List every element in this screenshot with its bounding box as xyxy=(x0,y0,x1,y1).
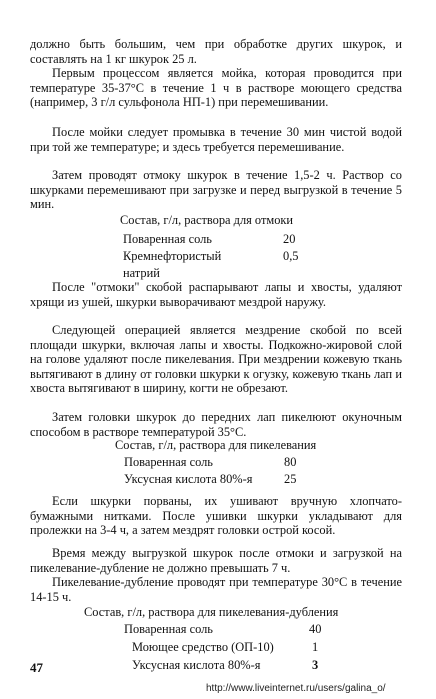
paragraph-1: должно быть большим, чем при обработке других шкурок, и составлять на 1 кг шкурок 25 л. xyxy=(30,37,402,66)
table1-row-value: 20 xyxy=(283,232,296,246)
table1-row-name: Поваренная соль xyxy=(123,232,212,246)
paragraph-8: Если шкурки порваны, их ушивают вручную хлопчато-бумажными нитками. После ушивки шкурки укладывают для пролежки на 3-4 ч, а затем мездрят головки острой косой. xyxy=(30,494,402,538)
table1-row-value: 0,5 xyxy=(283,249,299,263)
table2-row-value: 80 xyxy=(284,455,297,469)
table2-row-name: Уксусная кислота 80%-я xyxy=(124,472,253,486)
paragraph-4: Затем проводят отмоку шкурок в течение 1,5-2 ч. Раствор со шкурками перемешивают при загрузке и перед выгрузкой в течение 5 мин. xyxy=(30,168,402,212)
table1-title: Состав, г/л, раствора для отмоки xyxy=(120,213,294,227)
paragraph-7: Затем головки шкурок до передних лап пикелюют окуночным способом в растворе температурой 35°С. xyxy=(30,410,402,439)
paragraph-9: Время между выгрузкой шкурок после отмоки и загрузкой на пикелевание-дубление не должно превышать 7 ч. xyxy=(30,546,402,575)
table2-row-name: Поваренная соль xyxy=(124,455,213,469)
table3-row-name: Уксусная кислота 80%-я xyxy=(132,658,261,672)
table2-title: Состав, г/л, раствора для пикелевания xyxy=(115,438,317,452)
table3-row-value: 1 xyxy=(312,640,319,654)
table3-row-value: 40 xyxy=(309,622,322,636)
table1-row-name: натрий xyxy=(123,266,160,280)
table3-row-name: Поваренная соль xyxy=(124,622,213,636)
page-number: 47 xyxy=(30,660,43,675)
table1-row-name: Кремнефтористый xyxy=(123,249,222,263)
paragraph-6: Следующей операцией является мездрение скобой по всей площади шкурки, включая лапы и хвосты. Подкожно-жировой слой на голове удаляют после пикелевания. При мездрении кожевую ткань вытягивают в длину от головки шкурки к огузку, кожевую ткань лап и хвоста вытягивают в ширину, когти не обрезают. xyxy=(30,323,402,396)
table3-row-value: 3 xyxy=(312,658,319,672)
table3-title: Состав, г/л, раствора для пикелевания-дубления xyxy=(84,605,339,619)
watermark-url: http://www.liveinternet.ru/users/galina_o/ xyxy=(206,683,386,694)
paragraph-3: После мойки следует промывка в течение 30 мин чистой водой при той же температуре; и здесь требуется перемешивание. xyxy=(30,125,402,154)
paragraph-5: После "отмоки" скобой распарывают лапы и хвосты, удаляют хрящи из ушей, шкурки выворачивают мездрой наружу. xyxy=(30,280,402,309)
paragraph-2: Первым процессом является мойка, которая проводится при температуре 35-37°С в течение 1 ч в растворе моющего средства (например, 3 г/л сульфонола НП-1) при перемешивании. xyxy=(30,66,402,110)
paragraph-10: Пикелевание-дубление проводят при температуре 30°С в течение 14-15 ч. xyxy=(30,575,402,604)
table2-row-value: 25 xyxy=(284,472,297,486)
table3-row-name: Моющее средство (ОП-10) xyxy=(132,640,274,654)
